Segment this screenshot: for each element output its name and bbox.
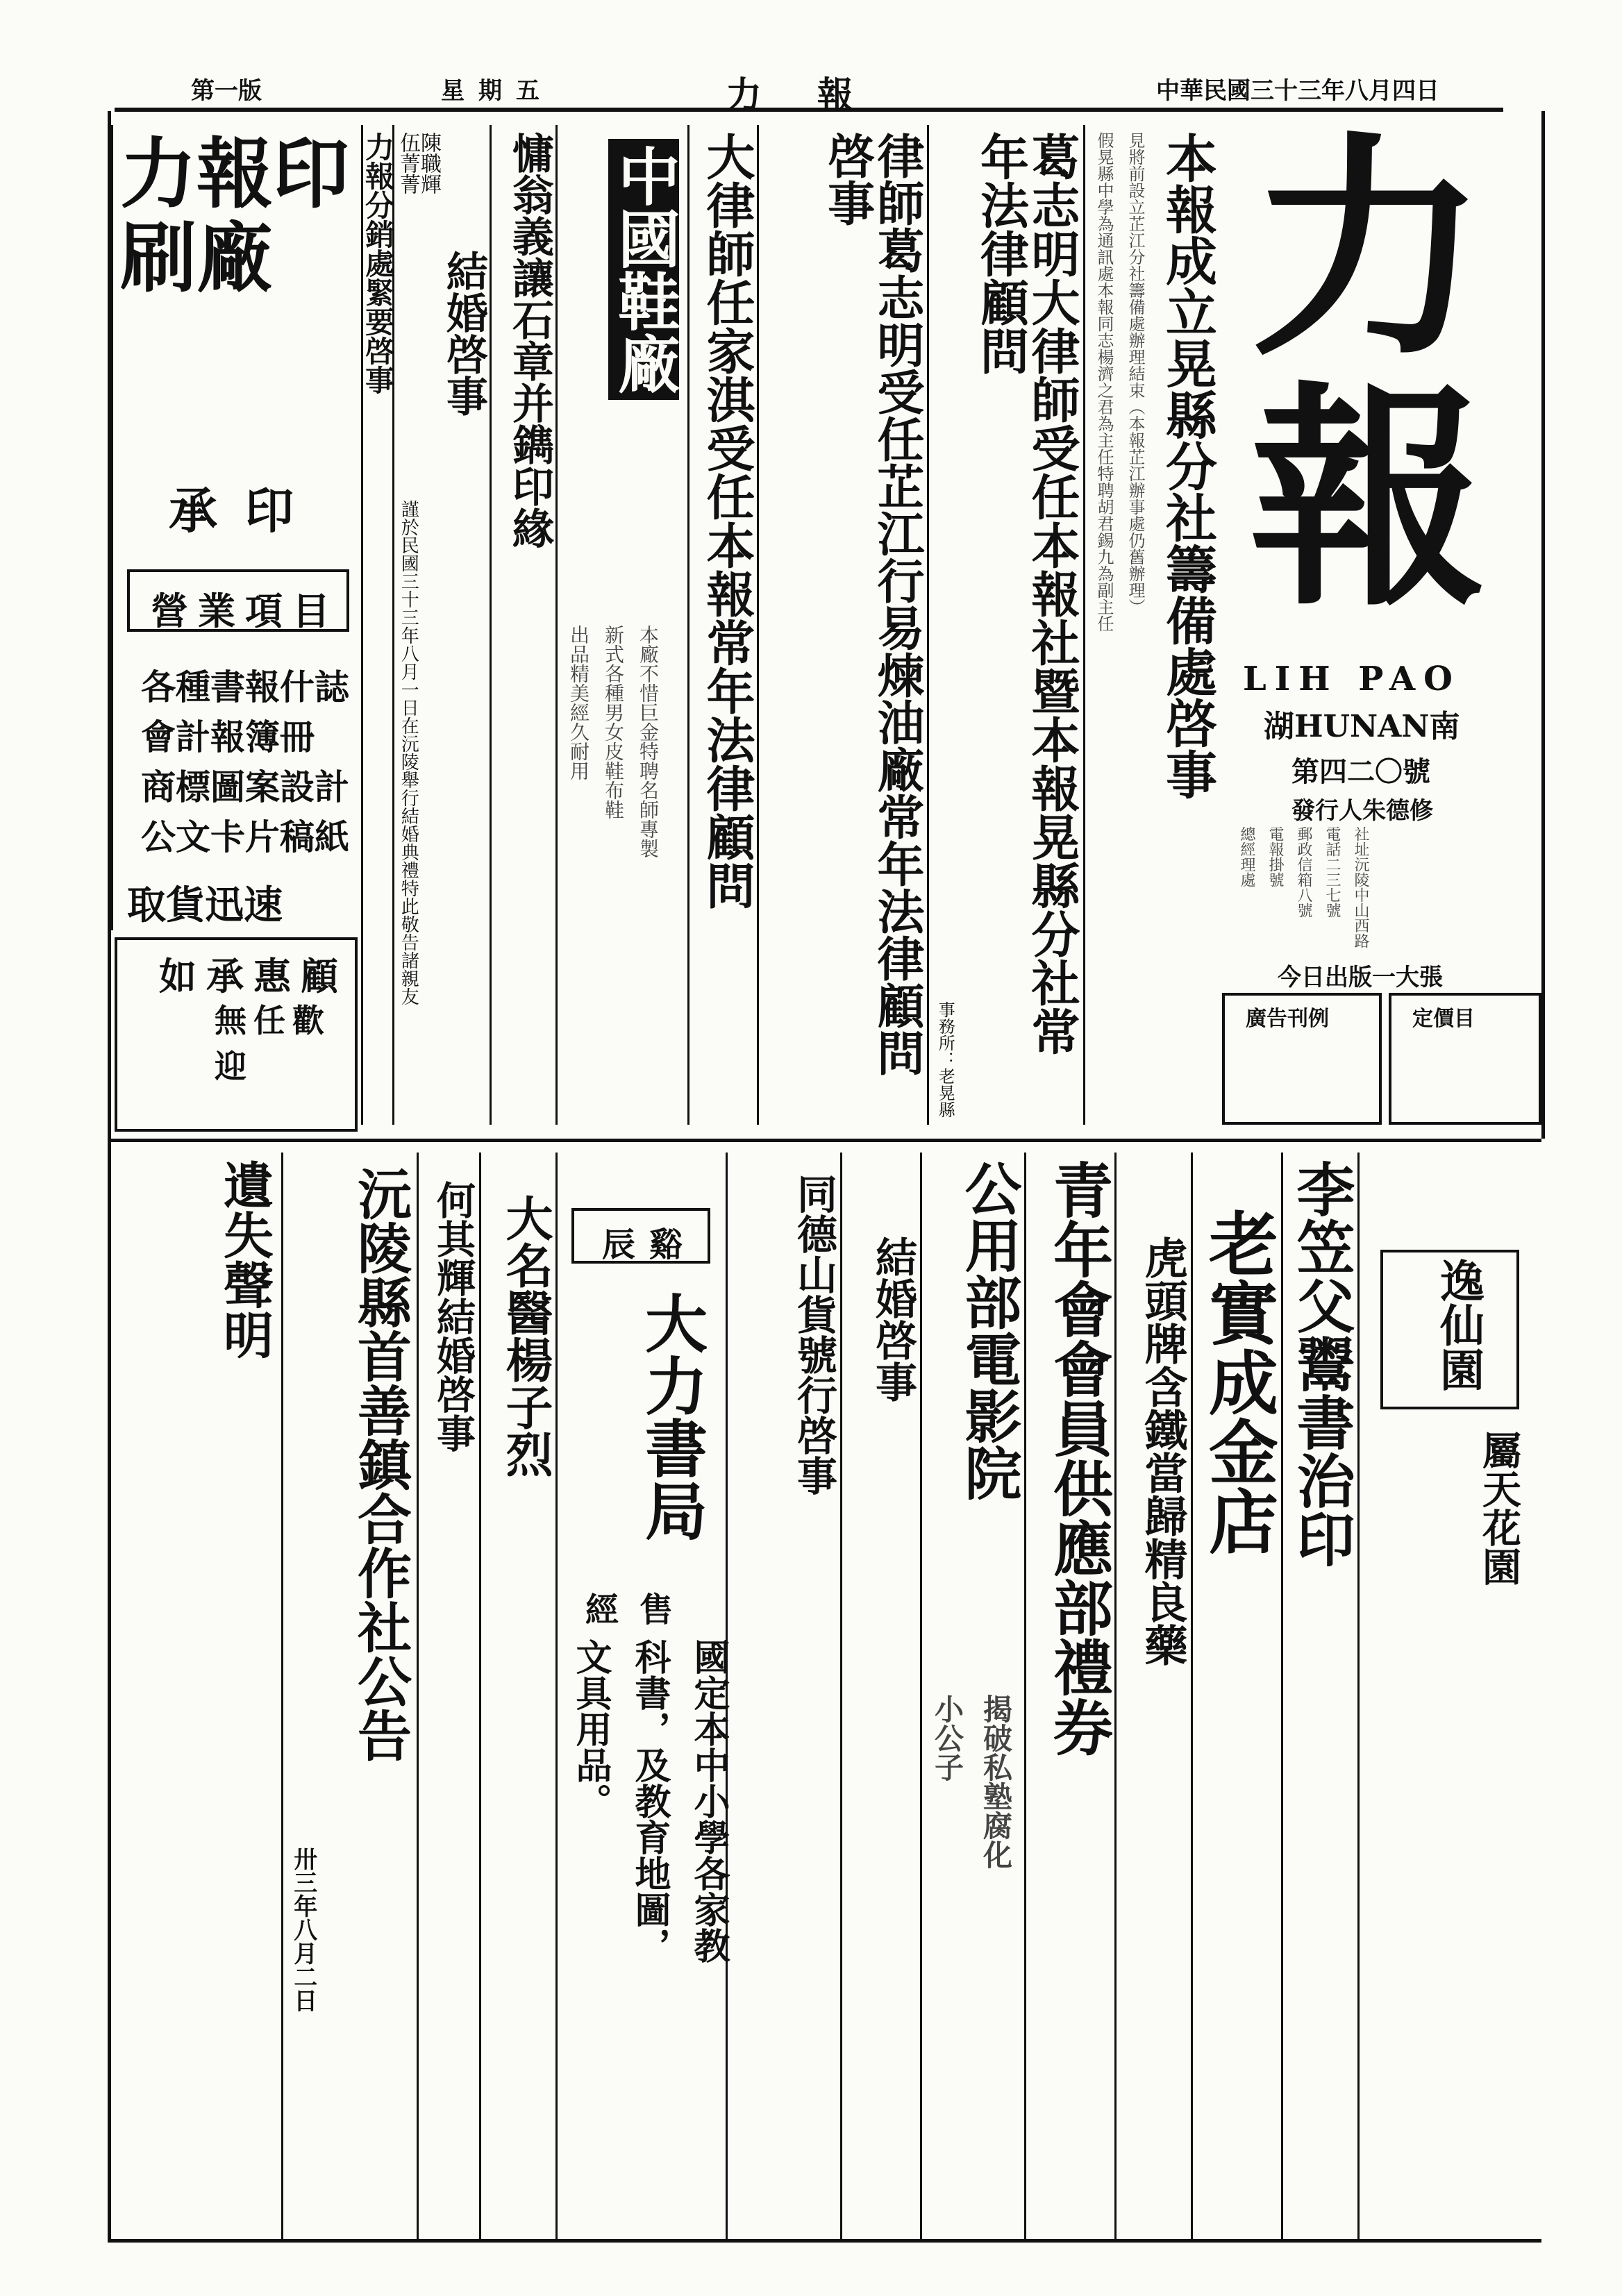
ad6-notice	[490, 125, 554, 1125]
publisher: 發行人朱德修	[1291, 797, 1433, 825]
printing-title: 力報印刷廠	[120, 129, 349, 303]
province-label: 湖HUNAN南	[1264, 709, 1460, 744]
ad13-title: 大名醫楊子烈	[498, 1194, 553, 1477]
masthead-block	[1222, 111, 1541, 1132]
ad16-title: 結婚啓事	[869, 1236, 917, 1402]
ad7-title: 結婚啓事	[440, 250, 488, 417]
ad14-title: 大力書局	[634, 1291, 708, 1541]
ad11-date: 卅三年八月二日	[289, 1847, 317, 2012]
issue-number: 第四二〇號	[1291, 755, 1430, 788]
ad4-title: 大律師任家淇受任本報常年法律顧問	[699, 132, 756, 910]
right-border	[1541, 111, 1545, 1139]
ad11-notice	[281, 1153, 415, 2243]
ad7-name-1: 陳職輝	[417, 132, 441, 194]
masthead-date: 中華民國三十三年八月四日	[1156, 77, 1439, 105]
ad17-title: 公用部電影院	[955, 1159, 1022, 1501]
ad9-sub: 無任歡迎	[215, 1002, 331, 1085]
ad14-tag: 辰谿	[602, 1225, 697, 1264]
romanized-title: LIH PAO	[1243, 660, 1461, 698]
ad2-office: 事務所：老晃縣	[935, 1001, 955, 1118]
ad19-title: 虎頭牌含鐵當歸精良藥	[1137, 1236, 1188, 1666]
printing-sub: 承印	[169, 482, 321, 539]
printing-items-list	[141, 660, 349, 860]
ad1-notice	[1083, 125, 1217, 1125]
ad20-title: 老實成金店	[1197, 1208, 1279, 1555]
ad5-body-line: 新式各種男女皮鞋布鞋	[602, 625, 625, 819]
ad17-body	[926, 1694, 1017, 2111]
ad2-title: 葛志明大律師受任本報社暨本報晃縣分社常年法律顧問	[972, 132, 1081, 1055]
bottom-divider	[111, 2239, 1541, 2243]
printing-item: 會計報簿冊	[141, 717, 315, 757]
ad5-body-line: 本廠不惜巨金特聘名師專製	[637, 625, 660, 858]
ad15-notice	[726, 1153, 839, 2243]
publisher-info-lines: 社址沅陵中山西路 電話二三七號 郵政信箱八號 電報掛號 總經理處	[1238, 826, 1369, 948]
ad9-title: 如承惠顧	[159, 954, 348, 998]
ad14-body-line: 科書，及教育地圖，	[628, 1639, 671, 1963]
ad21-title: 李笠父鬻書治印	[1287, 1159, 1356, 1568]
printing-item: 各種書報什誌	[141, 667, 349, 707]
ad12-notice	[417, 1153, 478, 2243]
ad16-notice	[840, 1153, 919, 2243]
ad5-notice	[555, 125, 686, 1125]
ad5-body	[565, 625, 662, 1111]
ad19-notice	[1114, 1153, 1189, 2243]
printing-items-title: 營業項目	[151, 589, 340, 633]
printing-items-box	[127, 569, 349, 632]
ad1-title: 本報成立晃縣分社籌備處啓事	[1157, 132, 1217, 800]
price-table	[1389, 993, 1541, 1125]
ad14-body-line: 國定本中小學各家教	[687, 1639, 730, 1963]
ad18-title: 青年會會員供應部禮券	[1043, 1159, 1113, 1757]
ad3-title: 律師葛志明受任芷江行易煉油廠常年法律顧問啓事	[819, 132, 925, 1076]
ad21-notice	[1281, 1153, 1356, 2243]
ad9-notice	[115, 937, 358, 1132]
printing-item: 商標圖案設計	[141, 766, 349, 807]
ad22-title-box	[1380, 1250, 1519, 1409]
ad17-body-line: 揭破私塾腐化	[979, 1694, 1013, 1869]
masthead-paper-name: 力報	[726, 74, 910, 117]
masthead-strip	[115, 66, 1503, 117]
ad22-title: 逸仙園	[1432, 1258, 1485, 1391]
printing-footer: 取貨迅速	[127, 882, 283, 928]
ad14-body	[565, 1639, 735, 2194]
ad1-body-line: 假晃縣中學為通訊處本報同志楊濟之君為主任特聘胡君錫九為副主任	[1094, 132, 1114, 632]
ad7-notice	[392, 125, 488, 1125]
ad10-notice	[115, 1153, 278, 2243]
ad8-notice	[361, 125, 394, 1125]
ad1-body-line: 見將前設立芷江分社籌備處辦理結束（本報芷江辦事處仍舊辦理）	[1126, 132, 1145, 615]
ad2-notice	[927, 125, 1082, 1125]
ad22-sub: 屬天花園	[1476, 1430, 1522, 1586]
ad14-notice	[555, 1153, 730, 2243]
middle-divider	[111, 1139, 1541, 1142]
title-char-li: 力	[1250, 111, 1486, 388]
ad14-body-line: 文具用品。	[569, 1639, 612, 1819]
ad17-notice	[920, 1153, 1023, 2243]
ad17-body-line: 小公子	[930, 1694, 964, 1782]
ad7-name-2: 伍菁菁	[396, 132, 420, 194]
ad14-tag-box	[571, 1208, 710, 1264]
ad10-title: 遺失聲明	[215, 1159, 274, 1359]
ad6-title: 慵翁義讓石章并鐫印緣	[505, 132, 554, 548]
ad11-title: 沅陵縣首善鎮合作社公告	[349, 1166, 412, 1762]
price-title: 定價目	[1412, 1007, 1475, 1031]
ad4-notice	[687, 125, 755, 1125]
ad3-notice	[757, 125, 926, 1125]
ad5-title: 中國鞋廠	[608, 139, 680, 400]
masthead-weekday: 星期五	[441, 77, 553, 105]
printing-ad	[111, 125, 360, 930]
ad18-notice	[1024, 1153, 1113, 2243]
ad22-notice	[1357, 1153, 1540, 2243]
ad7-body: 謹於民國三十三年八月一日在沅陵舉行結婚典禮特此敬告諸親友	[398, 500, 419, 1005]
ad14-sub: 經售	[585, 1591, 694, 1629]
ad-rates-table	[1222, 993, 1382, 1125]
ad15-title: 同德山貨號行啓事	[790, 1173, 837, 1495]
ad12-title: 何其輝結婚啓事	[430, 1180, 476, 1452]
ad20-notice	[1191, 1153, 1280, 2243]
ad13-notice	[479, 1153, 554, 2243]
printing-item: 公文卡片稿紙	[141, 816, 349, 857]
ad-rates-title: 廣告刊例	[1246, 1007, 1329, 1031]
masthead-page-num: 第一版	[191, 77, 262, 105]
publish-note: 今日出版一大張	[1278, 964, 1443, 991]
ad8-title: 力報分銷處緊要啓事	[361, 132, 395, 394]
ad5-body-line: 出品精美經久耐用	[567, 625, 590, 780]
ad1-body	[1092, 132, 1148, 1104]
title-char-bao: 報	[1250, 361, 1486, 638]
